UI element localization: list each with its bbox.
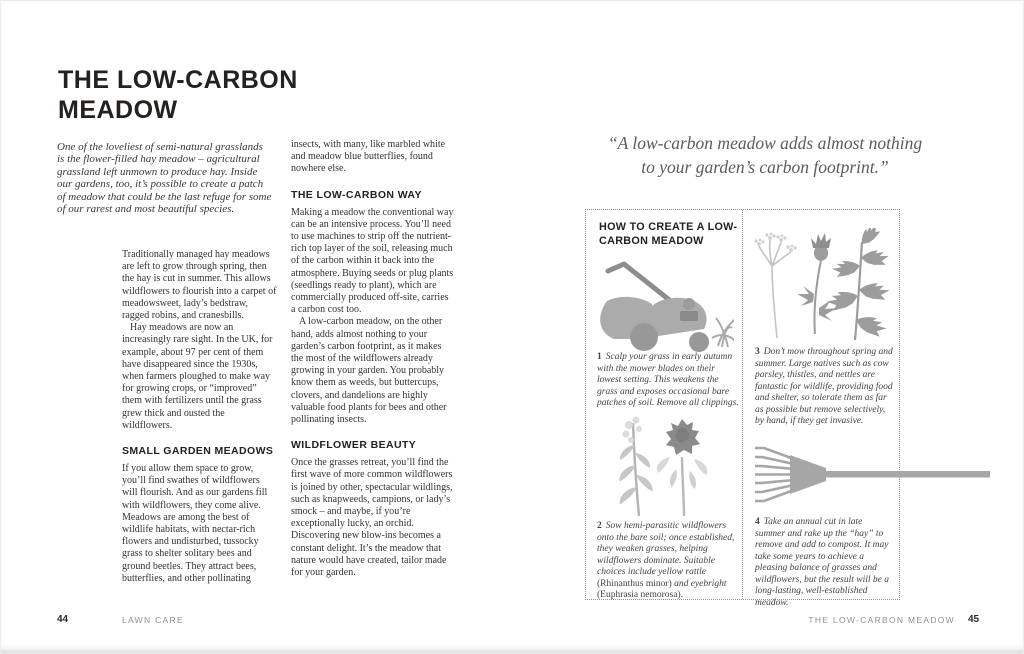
section-heading-wildflower-beauty: WILDFLOWER BEAUTY	[291, 439, 417, 452]
page-title: THE LOW-CARBON MEADOW	[58, 65, 298, 124]
running-head-right: THE LOW-CARBON MEADOW	[808, 615, 955, 625]
body-paragraph: If you allow them space to grow, you’ll find swathes of wildflowers will flourish. And as our gardens fill with wildflowers, they come alive. Meadows are among the best of wildlife habitats, with nectar-rich flowers and undisturbed, tussocky grass to shelter solitary bees and ground beetles. They attract bees, butterflies, and other pollinating	[122, 463, 268, 584]
body-paragraph: Making a meadow the conventional way can be an intensive process. You’ll need to use machines to strip off the nutrient-rich top layer of the soil, releasing much of the carbon within it back into the atmosphere. Buying seeds or plug plants (seedlings ready to plant), which are commercially produced off-site, carries a carbon cost too.	[291, 206, 454, 316]
body-paragraph: A low-carbon meadow, on the other hand, adds almost nothing to your garden’s carbon footprint, as it makes the most of the wildflowers already growing in your garden. You probably know them as weeds, but buttercups, clovers, and dandelions are highly valuable food plants for bees and other pollinating insects.	[291, 316, 447, 426]
pull-quote-line: to your garden’s carbon footprint.”	[641, 157, 889, 177]
pull-quote-line: “A low-carbon meadow adds almost nothing	[607, 133, 923, 153]
step-1	[597, 352, 739, 410]
running-head-left: LAWN CARE	[122, 615, 184, 625]
left-column	[122, 249, 277, 585]
step-number: 1	[597, 352, 602, 362]
page-number-right: 45	[968, 614, 980, 625]
pull-quote	[565, 131, 965, 179]
body-paragraph: Hay meadows are now an increasingly rare sight. In the UK, for example, about 97 per cent of them have disappeared since the 1930s, when farmers ploughed to make way for growing crops, or “improved” them with fertilizers until the grass grew thick and ousted the wildflowers.	[122, 322, 273, 431]
box-heading: HOW TO CREATE A LOW-CARBON MEADOW	[599, 221, 738, 247]
how-to-box	[585, 209, 900, 608]
step-number: 4	[755, 517, 760, 527]
page-number-left: 44	[57, 614, 69, 625]
body-paragraph: Traditionally managed hay meadows are left to grow through spring, then the hay is cut in summer. This allows wildflowers to flourish into a carpet of meadowsweet, lady’s bedstraw, ragged robins, and cranesbills.	[122, 249, 277, 322]
step-text: Take an annual cut in late summer and rake up the “hay” to remove and add to compost. It may take some years to achieve a pleasing balance of grasses and wildflowers, but the result will be a long-lasting, well-established meadow.	[755, 517, 889, 608]
wild-plants-icon	[753, 228, 891, 343]
step-2	[597, 521, 740, 602]
step-number: 3	[755, 347, 760, 357]
middle-column	[291, 139, 455, 579]
body-paragraph: insects, with many, like marbled white and meadow blue butterflies, found nowhere else.	[291, 139, 446, 175]
rake-icon	[752, 444, 990, 506]
step-text: Don’t mow throughout spring and summer. Large natives such as cow parsley, thistles, and nettles are fantastic for wildlife, providing food and shelter, so tolerate them as far as possible but remove selectively, by hand, if they get invasive.	[755, 347, 893, 426]
section-heading-small-garden-meadows: SMALL GARDEN MEADOWS	[122, 445, 274, 458]
body-paragraph: Once the grasses retreat, you’ll find the first wave of more common wildflowers is joined by other, spectacular wildlings, such as knapweeds, campions, or lady’s smock – and maybe, if you’re exceptionally lucky, an orchid. Discovering new blow-ins becomes a constant delight. It’s the meadow that nature would have created, tailor made for your garden.	[291, 457, 453, 579]
box-column-divider	[742, 210, 743, 599]
step-number: 2	[597, 521, 602, 531]
intro-paragraph: One of the loveliest of semi-natural grasslands is the flower-filled hay meadow – agricultural grassland left unmown to produce hay. Inside our gardens, too, it’s possible to create a patch of meadow that could be the last refuge for some of our rarest and most beautiful species.	[57, 141, 272, 216]
step-4	[755, 517, 891, 609]
wildflowers-icon	[602, 413, 717, 518]
step-3	[755, 347, 894, 428]
step-text: Scalp your grass in early autumn with the mower blades on their lowest setting. This weakens the grass and exposes occasional bare patches of soil. Remove all clippings.	[597, 352, 739, 408]
step-text: Sow hemi-parasitic wildflowers onto the bare soil; once established, they weaken grasses, helping wildflowers dominate. Suitable choices include yellow rattle (Rhinanthus minor) and eyebright (Euphrasia nemorosa).	[597, 521, 735, 600]
lawn-mower-icon	[594, 254, 734, 352]
section-heading-low-carbon-way: THE LOW-CARBON WAY	[291, 188, 422, 201]
